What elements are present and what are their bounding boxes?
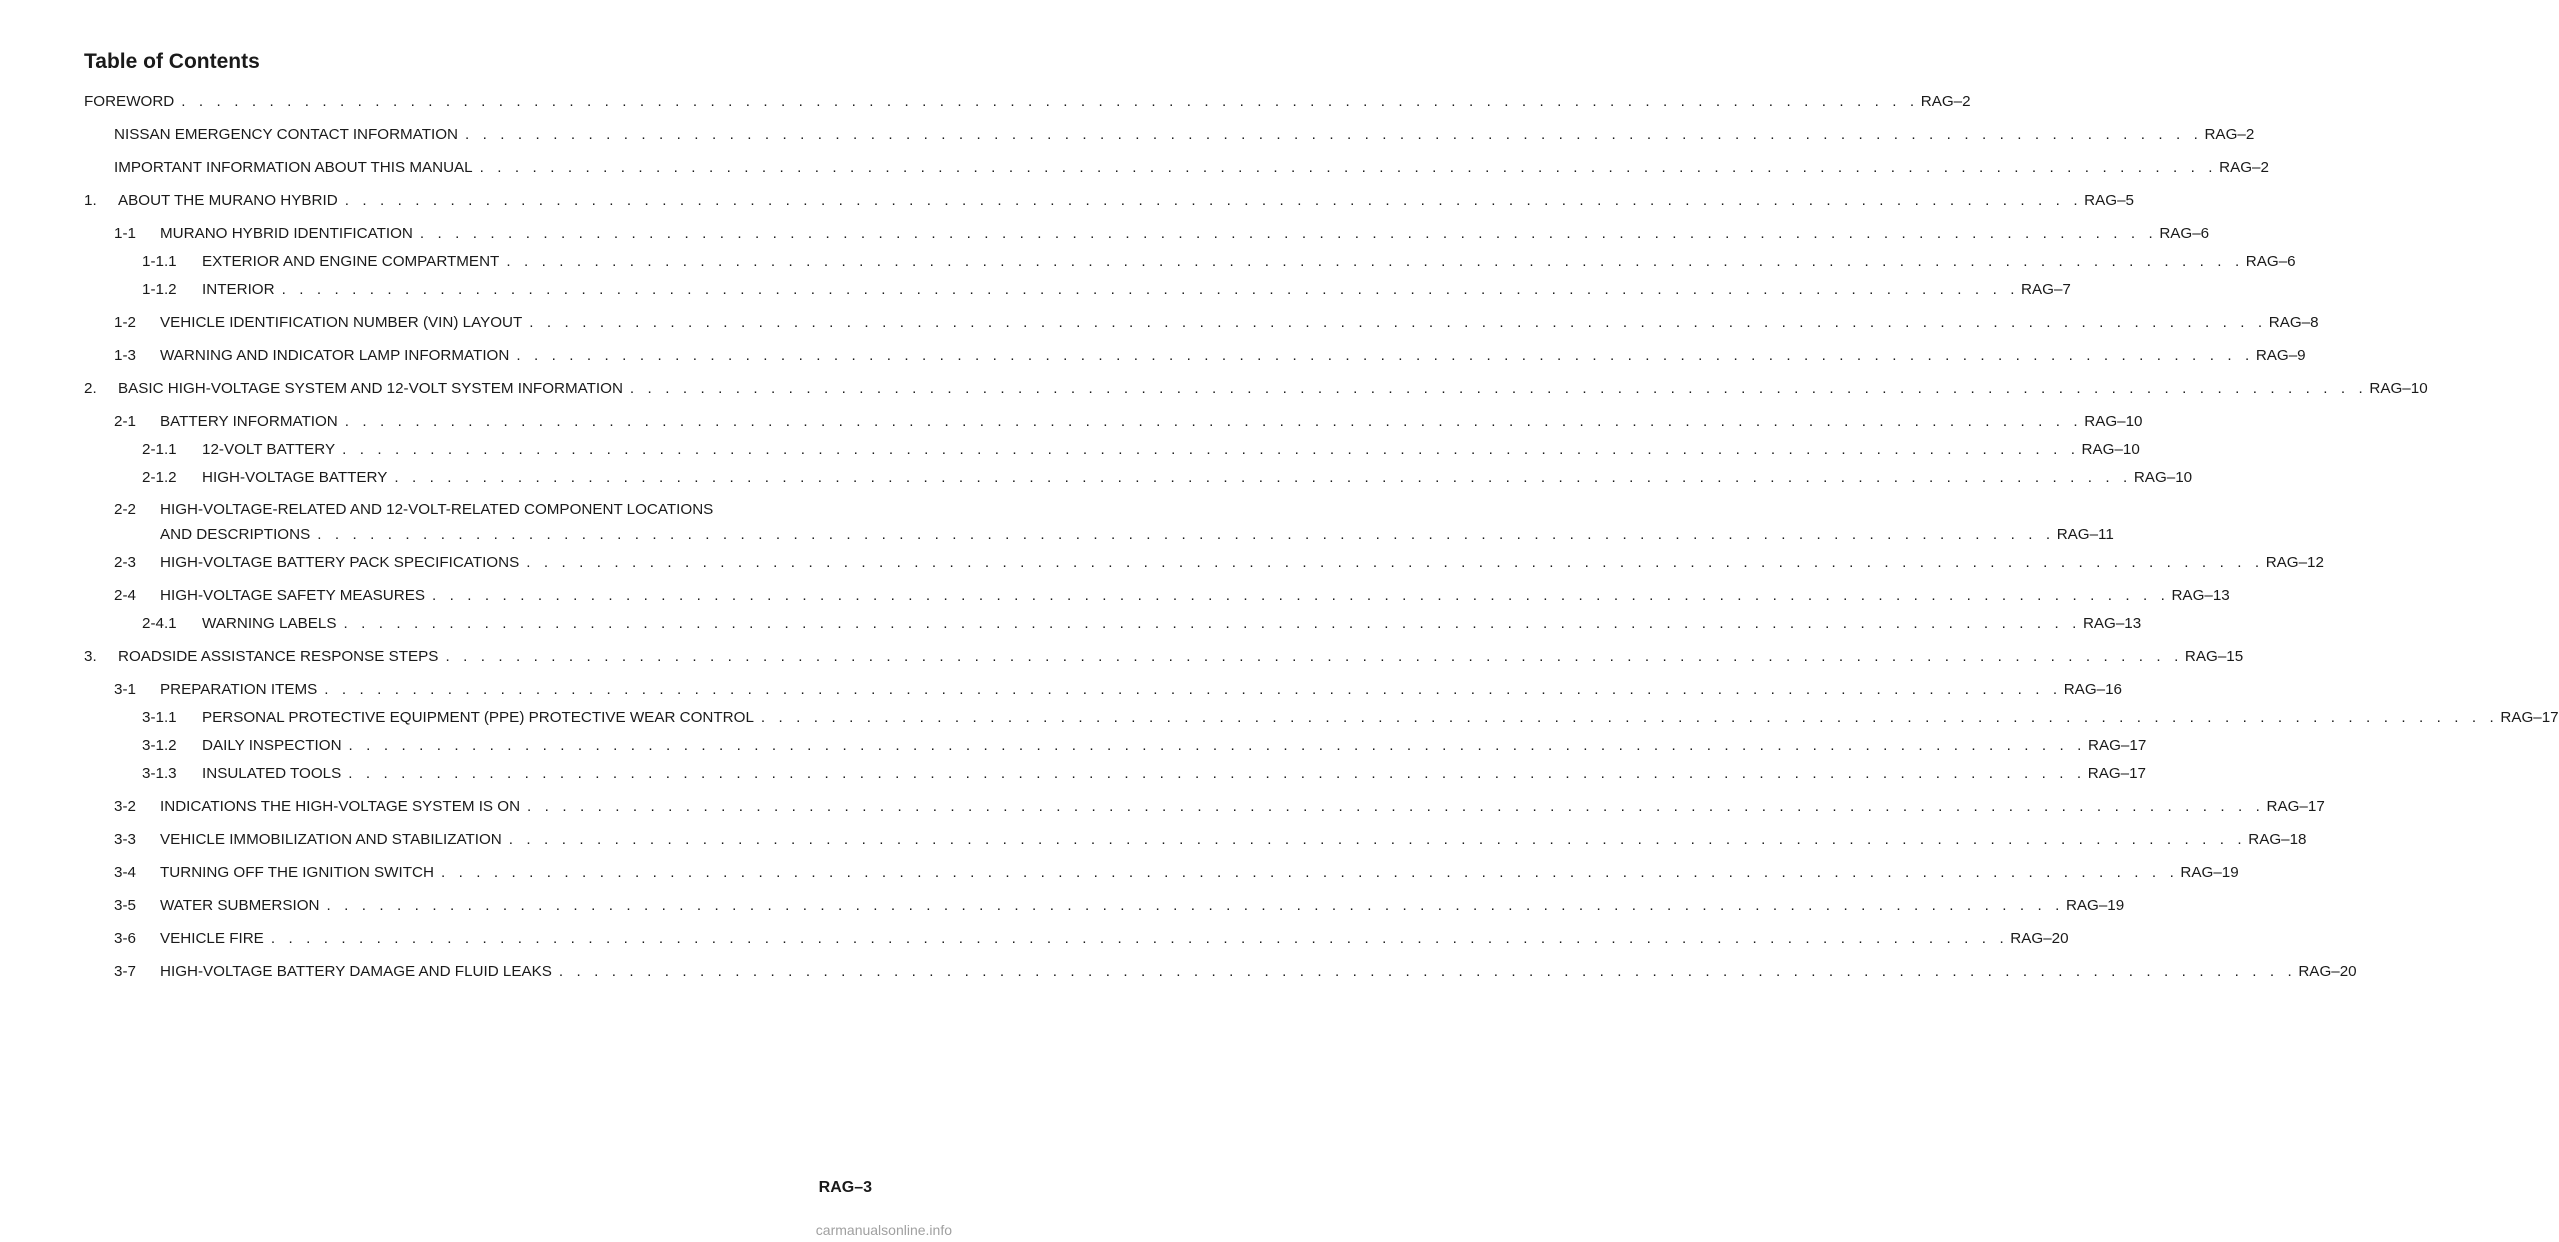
toc-entry[interactable] [84,93,1971,111]
dot-leader: . . . . . . . . . . . . . . . . . . . . . . . . . . . . . . . . . . . . . . . . . . . . . . . . . . . . . . . . . . . . . . . . . . . . . . . . . . . . . . . . . . . . . . . . . . . . . . . . . . . [419,225,2158,242]
toc-entry-page: RAG–10 [2133,469,2193,486]
toc-entry[interactable] [142,441,2140,459]
toc-entry-page: RAG–9 [2255,347,2306,364]
page-number-footer: RAG–3 [818,1179,872,1196]
dot-leader: . . . . . . . . . . . . . . . . . . . . . . . . . . . . . . . . . . . . . . . . . . . . . . . . . . . . . . . . . . . . . . . . . . . . . . . . . . . . . . . . . . . . . . . . . . . . . . . . . . . [529,314,2267,331]
toc-entry-number: 2-4 [114,587,136,604]
toc-entry-page: RAG–7 [2021,281,2071,298]
toc-entry-page: RAG–15 [2184,648,2244,665]
toc-entry[interactable] [114,501,2114,544]
dot-leader: . . . . . . . . . . . . . . . . . . . . . . . . . . . . . . . . . . . . . . . . . . . . . . . . . . . . . . . . . . . . . . . . . . . . . . . . . . . . . . . . . . . . . . . . . . . . . . . . . . . [527,798,2265,815]
toc-entry[interactable] [114,587,2230,605]
dot-leader: . . . . . . . . . . . . . . . . . . . . . . . . . . . . . . . . . . . . . . . . . . . . . . . . . . . . . . . . . . . . . . . . . . . . . . . . . . . . . . . . . . . . . . . . . . . . . . . . . . . [394,469,2132,486]
toc-entry-title: EXTERIOR AND ENGINE COMPARTMENT [202,253,500,270]
watermark: carmanualsonline.info [815,1222,952,1238]
page-title: Table of Contents [84,50,260,73]
toc-entry-number: 1-1.1 [142,253,177,270]
toc-entry-number: 2-1.1 [142,441,177,458]
toc-entry[interactable] [114,126,2255,144]
dot-leader: . . . . . . . . . . . . . . . . . . . . . . . . . . . . . . . . . . . . . . . . . . . . . . . . . . . . . . . . . . . . . . . . . . . . . . . . . . . . . . . . . . . . . . . . . . . . . . . . . . . [432,587,2170,604]
dot-leader: . . . . . . . . . . . . . . . . . . . . . . . . . . . . . . . . . . . . . . . . . . . . . . . . . . . . . . . . . . . . . . . . . . . . . . . . . . . . . . . . . . . . . . . . . . . . . . . . . . . [516,347,2254,364]
toc-entry-number: 2. [84,380,97,397]
toc-entry-page: RAG–19 [2180,864,2239,881]
toc-entry-page: RAG–10 [2369,380,2428,397]
toc-entry-page: RAG–5 [2084,192,2134,209]
toc-entry[interactable] [114,930,2069,948]
dot-leader: . . . . . . . . . . . . . . . . . . . . . . . . . . . . . . . . . . . . . . . . . . . . . . . . . . . . . . . . . . . . . . . . . . . . . . . . . . . . . . . . . . . . . . . . . . . . . . . . . . . [558,963,2297,980]
toc-entry-page: RAG–2 [2219,159,2269,176]
dot-leader: . . . . . . . . . . . . . . . . . . . . . . . . . . . . . . . . . . . . . . . . . . . . . . . . . . . . . . . . . . . . . . . . . . . . . . . . . . . . . . . . . . . . . . . . . . . . . . . . . . . [440,864,2179,881]
toc-entry-number: 3-1 [114,681,136,698]
toc-entry-title: HIGH-VOLTAGE BATTERY DAMAGE AND FLUID LEAKS [160,963,552,980]
toc-entry-title: INSULATED TOOLS [202,765,342,782]
toc-entry[interactable] [114,413,2143,431]
dot-leader: . . . . . . . . . . . . . . . . . . . . . . . . . . . . . . . . . . . . . . . . . . . . . . . . . . . . . . . . . . . . . . . . . . . . . . . . . . . . . . . . . . . . . . . . . . . . . . . . . . . [326,897,2064,914]
dot-leader: . . . . . . . . . . . . . . . . . . . . . . . . . . . . . . . . . . . . . . . . . . . . . . . . . . . . . . . . . . . . . . . . . . . . . . . . . . . . . . . . . . . . . . . . . . . . . . . . . . . [348,737,2087,754]
toc-entry-page: RAG–10 [2084,413,2143,430]
dot-leader: . . . . . . . . . . . . . . . . . . . . . . . . . . . . . . . . . . . . . . . . . . . . . . . . . . . . . . . . . . . . . . . . . . . . . . . . . . . . . . . . . . . . . . . . . . . . . . . . . . . [317,526,2055,543]
toc-entry-page: RAG–11 [2056,526,2114,543]
toc-entry[interactable] [84,648,2244,666]
toc-entry-title: TURNING OFF THE IGNITION SWITCH [160,864,434,881]
toc-entry[interactable] [114,554,2324,572]
toc-entry[interactable] [114,225,2210,243]
toc-entry-number: 2-4.1 [142,615,177,632]
dot-leader: . . . . . . . . . . . . . . . . . . . . . . . . . . . . . . . . . . . . . . . . . . . . . . . . . . . . . . . . . . . . . . . . . . . . . . . . . . . . . . . . . . . . . . . . . . . . . . . . . . . [344,413,2083,430]
toc-entry[interactable] [142,469,2193,487]
dot-leader: . . . . . . . . . . . . . . . . . . . . . . . . . . . . . . . . . . . . . . . . . . . . . . . . . . . . . . . . . . . . . . . . . . . . . . . . . . . . . . . . . . . . . . . . . . . . . . . . . . . [281,281,2020,298]
toc-entry-page: RAG–17 [2500,709,2559,726]
toc-entry-title: INDICATIONS THE HIGH-VOLTAGE SYSTEM IS ON [160,798,521,815]
toc-entry-number: 2-3 [114,554,136,571]
toc-entry-page: RAG–2 [2204,126,2255,143]
toc-entry-page: RAG–20 [2010,930,2069,947]
toc-entry-page: RAG–13 [2171,587,2230,604]
toc-entry-number: 3-7 [114,963,136,980]
toc-entry-number: 3-4 [114,864,136,881]
toc-entry[interactable] [114,347,2306,365]
dot-leader: . . . . . . . . . . . . . . . . . . . . . . . . . . . . . . . . . . . . . . . . . . . . . . . . . . . . . . . . . . . . . . . . . . . . . . . . . . . . . . . . . . . . . . . . . . . . . . . . . . . [479,159,2218,176]
dot-leader: . . . . . . . . . . . . . . . . . . . . . . . . . . . . . . . . . . . . . . . . . . . . . . . . . . . . . . . . . . . . . . . . . . . . . . . . . . . . . . . . . . . . . . . . . . . . . . . . . . . [344,192,2083,209]
toc-entry-page: RAG–6 [2159,225,2210,242]
dot-leader: . . . . . . . . . . . . . . . . . . . . . . . . . . . . . . . . . . . . . . . . . . . . . . . . . . . . . . . . . . . . . . . . . . . . . . . . . . . . . . . . . . . . . . . . . . . . . . . . . . . [445,648,2183,665]
toc-entry[interactable] [142,253,2296,271]
dot-leader: . . . . . . . . . . . . . . . . . . . . . . . . . . . . . . . . . . . . . . . . . . . . . . . . . . . . . . . . . . . . . . . . . . . . . . . . . . . . . . . . . . . . . . . . . . . . . . . . . . . [508,831,2247,848]
toc-entry-number: 1-2 [114,314,136,331]
toc-entry-number: 3. [84,648,97,665]
toc-entry-number: 3-3 [114,831,136,848]
toc-entry-title: 12-VOLT BATTERY [202,441,336,458]
toc-entry-title: BATTERY INFORMATION [160,413,338,430]
dot-leader: . . . . . . . . . . . . . . . . . . . . . . . . . . . . . . . . . . . . . . . . . . . . . . . . . . . . . . . . . . . . . . . . . . . . . . . . . . . . . . . . . . . . . . . . . . . . . . . . . . . [526,554,2264,571]
toc-entry-number: 3-2 [114,798,136,815]
toc-entry-title: ROADSIDE ASSISTANCE RESPONSE STEPS [118,648,439,665]
toc-entry[interactable] [114,798,2325,816]
toc-entry-title: WARNING AND INDICATOR LAMP INFORMATION [160,347,510,364]
toc-entry-title: VEHICLE IMMOBILIZATION AND STABILIZATION [160,831,502,848]
toc-entry-title: VEHICLE FIRE [160,930,264,947]
toc-entry-title: INTERIOR [202,281,275,298]
toc-entry-number: 3-1.1 [142,709,177,726]
toc-entry-number: 1-1 [114,225,136,242]
toc-entry-page: RAG–19 [2065,897,2125,914]
toc-entry-title: WARNING LABELS [202,615,337,632]
toc-entry[interactable] [142,709,2559,727]
toc-entry-title: DAILY INSPECTION [202,737,342,754]
toc-entry-title: HIGH-VOLTAGE BATTERY PACK SPECIFICATIONS [160,554,520,571]
toc-entry[interactable] [142,615,2142,633]
dot-leader: . . . . . . . . . . . . . . . . . . . . . . . . . . . . . . . . . . . . . . . . . . . . . . . . . . . . . . . . . . . . . . . . . . . . . . . . . . . . . . . . . . . . . . . . . . . . . . . . . . . [324,681,2062,698]
toc-entry-title: PREPARATION ITEMS [160,681,318,698]
toc-entry-page: RAG–13 [2082,615,2142,632]
toc-entry-title: MURANO HYBRID IDENTIFICATION [160,225,413,242]
toc-entry-page: RAG–10 [2081,441,2140,458]
toc-entry-page: RAG–12 [2265,554,2324,571]
toc-entry-title: ABOUT THE MURANO HYBRID [118,192,338,209]
toc-entry[interactable] [84,380,2428,398]
toc-entry-title: HIGH-VOLTAGE SAFETY MEASURES [160,587,425,604]
toc-entry-number: 3-1.3 [142,765,177,782]
toc-entry-title: HIGH-VOLTAGE-RELATED AND 12-VOLT-RELATED COMPONENT LOCATIONS [160,501,714,518]
toc-entry[interactable] [142,765,2146,783]
toc-entry[interactable] [114,864,2239,882]
toc-entry[interactable] [114,831,2307,849]
toc-entry-title: VEHICLE IDENTIFICATION NUMBER (VIN) LAYOUT [160,314,523,331]
toc-entry-title: PERSONAL PROTECTIVE EQUIPMENT (PPE) PROTECTIVE WEAR CONTROL [202,709,754,726]
toc-entry-title: BASIC HIGH-VOLTAGE SYSTEM AND 12-VOLT SYSTEM INFORMATION [118,380,623,397]
toc-entry[interactable] [142,281,2071,299]
dot-leader: . . . . . . . . . . . . . . . . . . . . . . . . . . . . . . . . . . . . . . . . . . . . . . . . . . . . . . . . . . . . . . . . . . . . . . . . . . . . . . . . . . . . . . . . . . . . . . . . . . . [760,709,2499,726]
toc-entry-number: 1-1.2 [142,281,177,298]
toc-entry-page: RAG–17 [2087,765,2146,782]
toc-entry-title: IMPORTANT INFORMATION ABOUT THIS MANUAL [114,159,473,176]
toc-entry-title: NISSAN EMERGENCY CONTACT INFORMATION [114,126,458,143]
toc-entry-number: 3-1.2 [142,737,177,754]
toc-entry-title: HIGH-VOLTAGE BATTERY [202,469,388,486]
toc-entry[interactable] [114,681,2122,699]
toc-entry[interactable] [114,314,2319,332]
dot-leader: . . . . . . . . . . . . . . . . . . . . . . . . . . . . . . . . . . . . . . . . . . . . . . . . . . . . . . . . . . . . . . . . . . . . . . . . . . . . . . . . . . . . . . . . . . . . . . . . . . . [181,93,1919,110]
toc-entry-page: RAG–18 [2248,831,2307,848]
toc-entry-number: 1-3 [114,347,136,364]
dot-leader: . . . . . . . . . . . . . . . . . . . . . . . . . . . . . . . . . . . . . . . . . . . . . . . . . . . . . . . . . . . . . . . . . . . . . . . . . . . . . . . . . . . . . . . . . . . . . . . . . . . [270,930,2009,947]
toc-entry-title: FOREWORD [84,93,175,110]
toc-entry-page: RAG–8 [2268,314,2319,331]
toc-entry-number: 2-2 [114,501,136,518]
toc-entry-number: 2-1.2 [142,469,177,486]
dot-leader: . . . . . . . . . . . . . . . . . . . . . . . . . . . . . . . . . . . . . . . . . . . . . . . . . . . . . . . . . . . . . . . . . . . . . . . . . . . . . . . . . . . . . . . . . . . . . . . . . . . [465,126,2203,143]
toc-entry[interactable] [142,737,2147,755]
toc-entry-page: RAG–2 [1920,93,1971,110]
dot-leader: . . . . . . . . . . . . . . . . . . . . . . . . . . . . . . . . . . . . . . . . . . . . . . . . . . . . . . . . . . . . . . . . . . . . . . . . . . . . . . . . . . . . . . . . . . . . . . . . . . . [348,765,2086,782]
toc-entry-title: WATER SUBMERSION [160,897,320,914]
toc-entry[interactable] [114,897,2125,915]
toc-entry-number: 3-6 [114,930,136,947]
toc-entry-page: RAG–6 [2245,253,2296,270]
dot-leader: . . . . . . . . . . . . . . . . . . . . . . . . . . . . . . . . . . . . . . . . . . . . . . . . . . . . . . . . . . . . . . . . . . . . . . . . . . . . . . . . . . . . . . . . . . . . . . . . . . . [342,441,2080,458]
dot-leader: . . . . . . . . . . . . . . . . . . . . . . . . . . . . . . . . . . . . . . . . . . . . . . . . . . . . . . . . . . . . . . . . . . . . . . . . . . . . . . . . . . . . . . . . . . . . . . . . . . . [629,380,2368,397]
dot-leader: . . . . . . . . . . . . . . . . . . . . . . . . . . . . . . . . . . . . . . . . . . . . . . . . . . . . . . . . . . . . . . . . . . . . . . . . . . . . . . . . . . . . . . . . . . . . . . . . . . . [506,253,2244,270]
toc-entry-number: 2-1 [114,413,136,430]
toc-entry-page: RAG–17 [2266,798,2325,815]
toc-entry[interactable] [114,963,2357,981]
toc-entry-page: RAG–17 [2088,737,2147,754]
toc-entry[interactable] [84,192,2134,210]
toc-entry[interactable] [114,159,2269,177]
dot-leader: . . . . . . . . . . . . . . . . . . . . . . . . . . . . . . . . . . . . . . . . . . . . . . . . . . . . . . . . . . . . . . . . . . . . . . . . . . . . . . . . . . . . . . . . . . . . . . . . . . . [343,615,2081,632]
toc-entry-number: 1. [84,192,97,209]
toc-entry-title-continued: AND DESCRIPTIONS [160,526,311,543]
toc-entry-page: RAG–16 [2063,681,2122,698]
toc-entry-page: RAG–20 [2298,963,2357,980]
toc-entry-number: 3-5 [114,897,136,914]
